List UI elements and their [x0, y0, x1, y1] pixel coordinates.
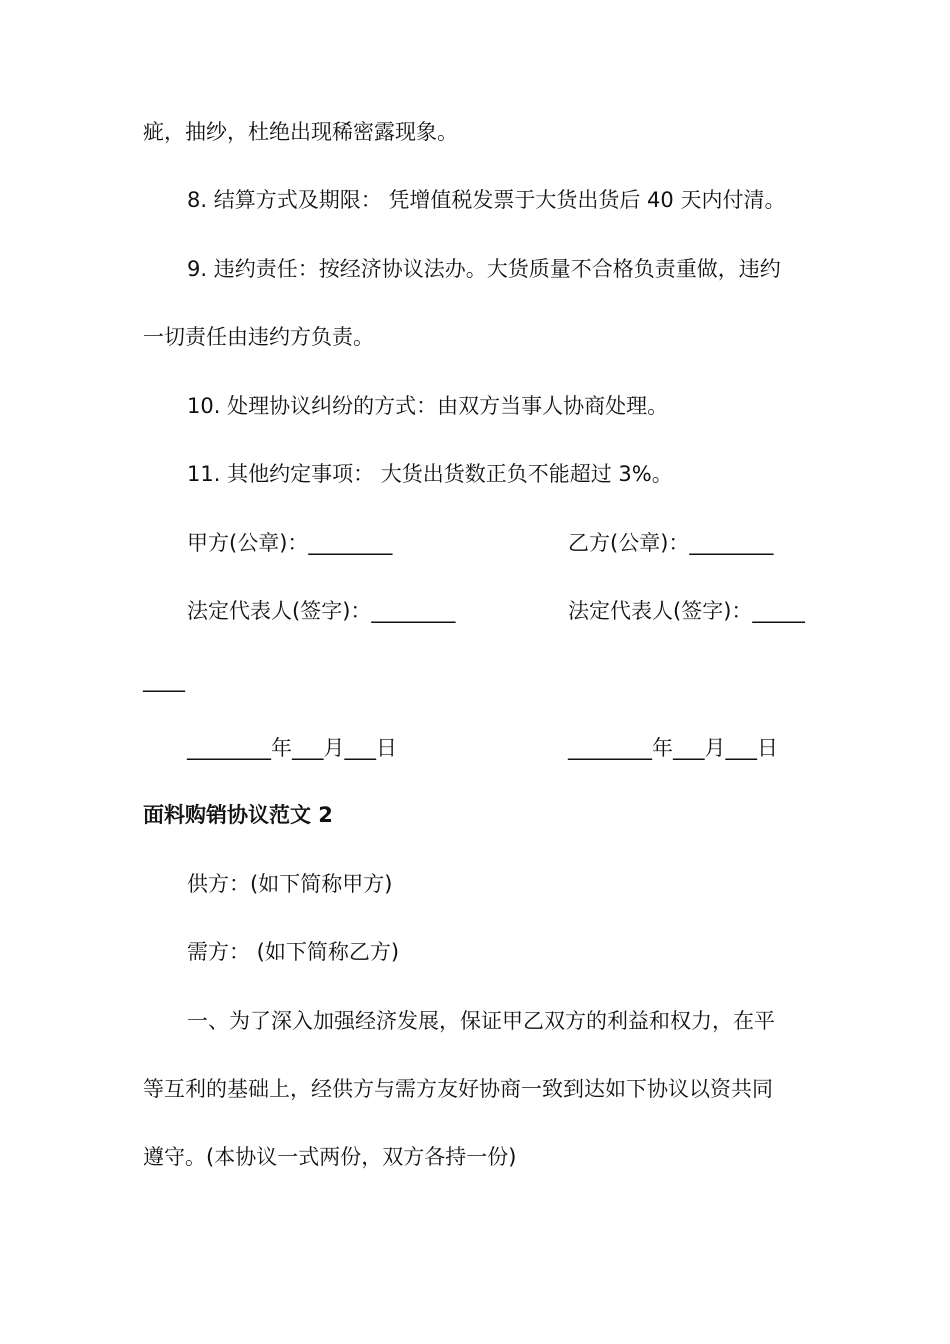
- party-b-representative: 法定代表人(签字)：_____: [568, 599, 805, 623]
- party-a-date: ________年___月___日: [187, 736, 397, 760]
- clause-9-liability-cont: 一切责任由违约方负责。: [143, 325, 374, 349]
- supplier-line: 供方：(如下简称甲方): [187, 872, 393, 896]
- party-a-representative: 法定代表人(签字)：________: [187, 599, 456, 623]
- intro-paragraph-line: 等互利的基础上，经供方与需方友好协商一致到达如下协议以资共同: [143, 1077, 773, 1101]
- party-b-date: ________年___月___日: [568, 736, 778, 760]
- intro-paragraph-line: 遵守。(本协议一式两份，双方各持一份): [143, 1145, 517, 1169]
- clause-10-dispute: 10. 处理协议纠纷的方式：由双方当事人协商处理。: [187, 394, 669, 418]
- buyer-line: 需方： (如下简称乙方): [187, 940, 400, 964]
- clause-9-liability: 9. 违约责任：按经济协议法办。大货质量不合格负责重做，违约: [187, 257, 781, 281]
- clause-11-other: 11. 其他约定事项： 大货出货数正负不能超过 3%。: [187, 462, 673, 486]
- party-a-seal: 甲方(公章)：________: [187, 531, 393, 555]
- party-b-representative-cont: ____: [143, 668, 185, 692]
- section-heading: 面料购销协议范文 2: [143, 803, 333, 827]
- paragraph-line: 疵，抽纱，杜绝出现稀密露现象。: [143, 120, 458, 144]
- party-b-seal: 乙方(公章)：________: [568, 531, 774, 555]
- clause-8-settlement: 8. 结算方式及期限： 凭增值税发票于大货出货后 40 天内付清。: [187, 188, 786, 212]
- intro-paragraph-line: 一、为了深入加强经济发展，保证甲乙双方的利益和权力，在平: [187, 1009, 775, 1033]
